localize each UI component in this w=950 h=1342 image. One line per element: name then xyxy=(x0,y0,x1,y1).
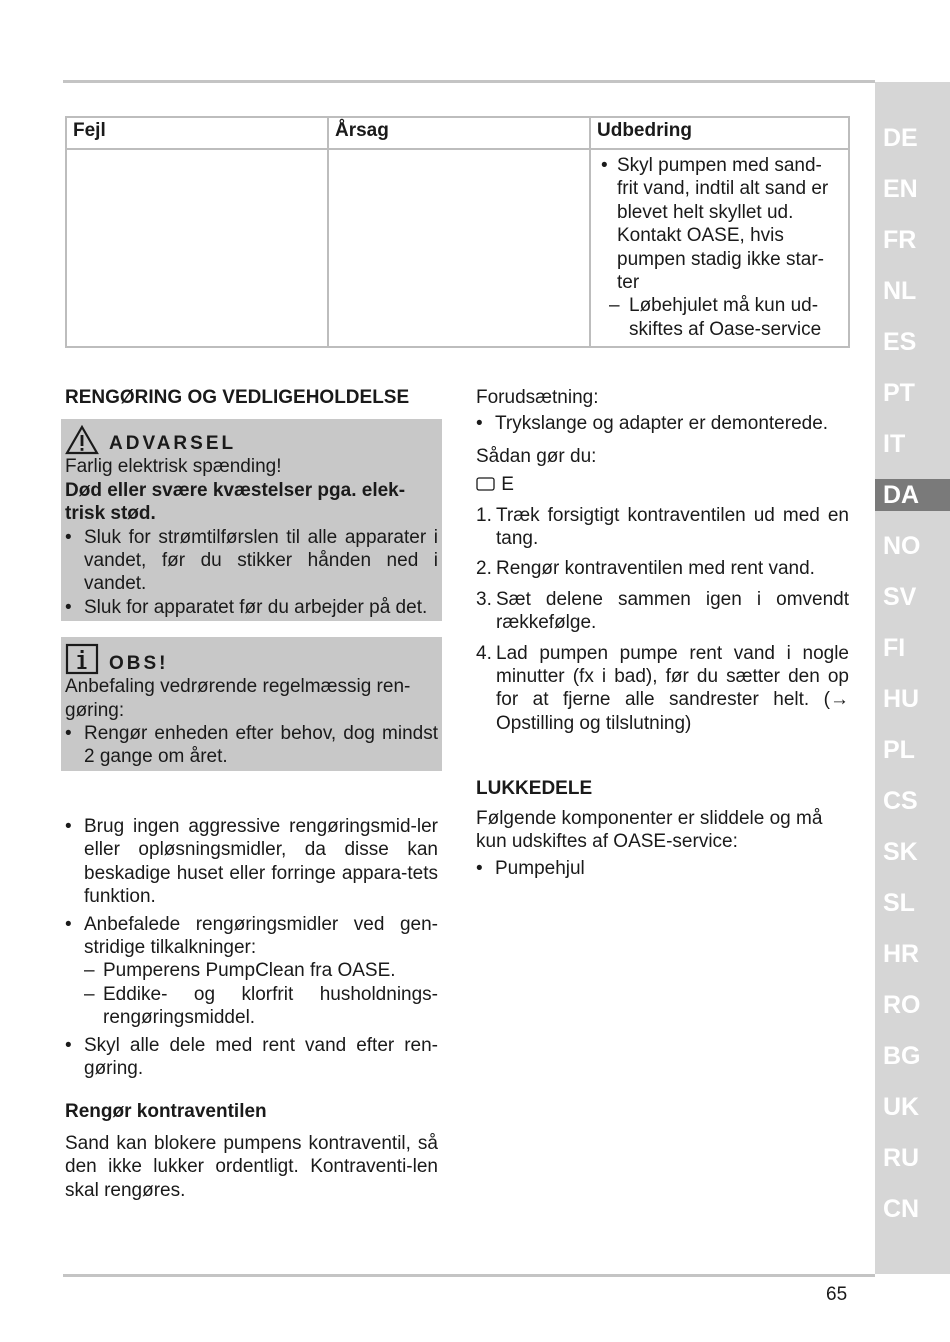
step-item: 2. Rengør kontraventilen med rent vand. xyxy=(476,558,815,580)
list-item: • Brug ingen aggressive rengøringsmid-ler eller opløsningsmidler, da disse kan beskadige huset eller forringe appara-tets funktion. xyxy=(65,815,438,908)
remedy-item: • Skyl pumpen med sand-frit vand, indtil alt sand er blevet helt skyllet ud. Kontakt OASE, hvis pumpen stadig ikke star-ter xyxy=(601,155,829,294)
table-row xyxy=(66,149,849,347)
remedy-sub-item: – Løbehjulet må kun ud-skiftes af Oase-service xyxy=(609,295,822,340)
dash-icon: – xyxy=(84,983,95,1005)
language-tab-sk[interactable]: SK xyxy=(883,838,918,866)
dash-icon: – xyxy=(609,295,620,317)
section-heading-cleaning: RENGØRING OG VEDLIGEHOLDELSE xyxy=(65,387,410,408)
language-sidebar xyxy=(875,82,950,1274)
warning-triangle-icon xyxy=(65,425,99,455)
note-line1: Anbefaling vedrørende regelmæssig ren-gøring: xyxy=(65,676,411,721)
bullet-icon: • xyxy=(65,723,72,745)
language-tab-hr[interactable]: HR xyxy=(883,940,920,968)
language-tab-nl[interactable]: NL xyxy=(883,277,917,305)
language-tab-en[interactable]: EN xyxy=(883,175,918,203)
bullet-icon: • xyxy=(601,155,608,176)
bullet-icon: • xyxy=(65,815,72,837)
table-header-row xyxy=(66,117,849,149)
check-valve-paragraph: Sand kan blokere pumpens kontraventil, så den ikke lukker ordentligt. Kontraventi-len skal rengøres. xyxy=(65,1132,438,1201)
header-udbedring: Udbedring xyxy=(590,117,849,149)
list-sub-item: – Pumperens PumpClean fra OASE. xyxy=(84,960,396,982)
info-icon xyxy=(65,643,99,675)
bullet-icon: • xyxy=(476,857,483,879)
bottom-rule xyxy=(63,1274,875,1277)
list-item: • Trykslange og adapter er demonterede. xyxy=(476,413,829,435)
language-tab-ro[interactable]: RO xyxy=(883,991,921,1019)
list-item: • Sluk for apparatet før du arbejder på det. xyxy=(65,596,428,618)
figure-icon xyxy=(476,476,496,492)
language-tab-uk[interactable]: UK xyxy=(883,1093,920,1121)
warning-line1: Farlig elektrisk spænding! xyxy=(65,456,282,478)
bullet-icon: • xyxy=(65,913,72,935)
warning-title: ADVARSEL xyxy=(65,425,438,455)
list-item: • Skyl alle dele med rent vand efter ren-gøring. xyxy=(65,1034,438,1079)
list-item: • Rengør enheden efter behov, dog mindst 2 gange om året. xyxy=(65,723,438,768)
wear-parts-paragraph: Følgende komponenter er sliddele og må kun udskiftes af OASE-service: xyxy=(476,807,823,853)
language-tab-ru[interactable]: RU xyxy=(883,1144,920,1172)
step-item: 3. Sæt delene sammen igen i omvendt rækkefølge. xyxy=(476,588,849,634)
language-tab-cs[interactable]: CS xyxy=(883,787,918,815)
right-column xyxy=(476,386,849,880)
language-tab-sv[interactable]: SV xyxy=(883,583,917,611)
language-tab-cn[interactable]: CN xyxy=(883,1195,920,1223)
left-column xyxy=(65,386,438,1202)
language-tab-no[interactable]: NO xyxy=(883,532,921,560)
warning-line2: Død eller svære kvæstelser pga. elek-trisk stød. xyxy=(65,479,406,525)
warning-box xyxy=(61,419,442,621)
language-tab-de[interactable]: DE xyxy=(883,124,918,152)
language-tab-pt[interactable]: PT xyxy=(883,379,915,407)
figure-reference: E xyxy=(476,473,849,496)
list-item: • Sluk for strømtilførslen til alle apparater i vandet, før du stikker hånden ned i vandet. xyxy=(65,526,438,595)
note-box xyxy=(61,637,442,771)
language-tab-it[interactable]: IT xyxy=(883,430,906,458)
prerequisite-label: Forudsætning: xyxy=(476,387,599,408)
howto-label: Sådan gør du: xyxy=(476,445,597,467)
language-tab-sl[interactable]: SL xyxy=(883,889,915,917)
language-tab-fr[interactable]: FR xyxy=(883,226,917,254)
cell-fejl xyxy=(66,149,328,347)
language-tab-hu[interactable]: HU xyxy=(883,685,920,713)
section-heading-wear-parts: LUKKEDELE xyxy=(476,778,593,800)
list-item: • Anbefalede rengøringsmidler ved gen-stridige tilkalkninger: xyxy=(65,913,438,958)
language-tab-da[interactable]: DA xyxy=(875,479,950,511)
step-item: 4. Lad pumpen pumpe rent vand i nogle minutter (fx i bad), før du sætter den op for at fjerne alle sandrester helt. (→ Opstilling og tilslutning) xyxy=(476,642,849,734)
step-item: 1. Træk forsigtigt kontraventilen ud med en tang. xyxy=(476,504,849,550)
list-sub-item: – Eddike- og klorfrit husholdnings-rengøringsmiddel. xyxy=(84,983,438,1029)
cell-arsag xyxy=(328,149,590,347)
top-rule xyxy=(63,80,875,83)
bullet-icon: • xyxy=(476,413,483,435)
header-fejl: Fejl xyxy=(66,117,328,149)
subheading-check-valve: Rengør kontraventilen xyxy=(65,1101,267,1123)
bullet-icon: • xyxy=(65,1034,72,1056)
language-tab-pl[interactable]: PL xyxy=(883,736,915,764)
note-title: OBS! xyxy=(65,643,438,675)
cell-udbedring xyxy=(590,149,849,347)
language-tab-es[interactable]: ES xyxy=(883,328,917,356)
list-item: • Pumpehjul xyxy=(476,857,585,879)
dash-icon: – xyxy=(84,960,95,982)
language-tab-fi[interactable]: FI xyxy=(883,634,906,662)
bullet-icon: • xyxy=(65,526,72,548)
language-tab-bg[interactable]: BG xyxy=(883,1042,921,1070)
page-number: 65 xyxy=(826,1284,848,1305)
header-arsag: Årsag xyxy=(328,117,590,149)
fault-table xyxy=(65,116,850,348)
bullet-icon: • xyxy=(65,596,72,618)
